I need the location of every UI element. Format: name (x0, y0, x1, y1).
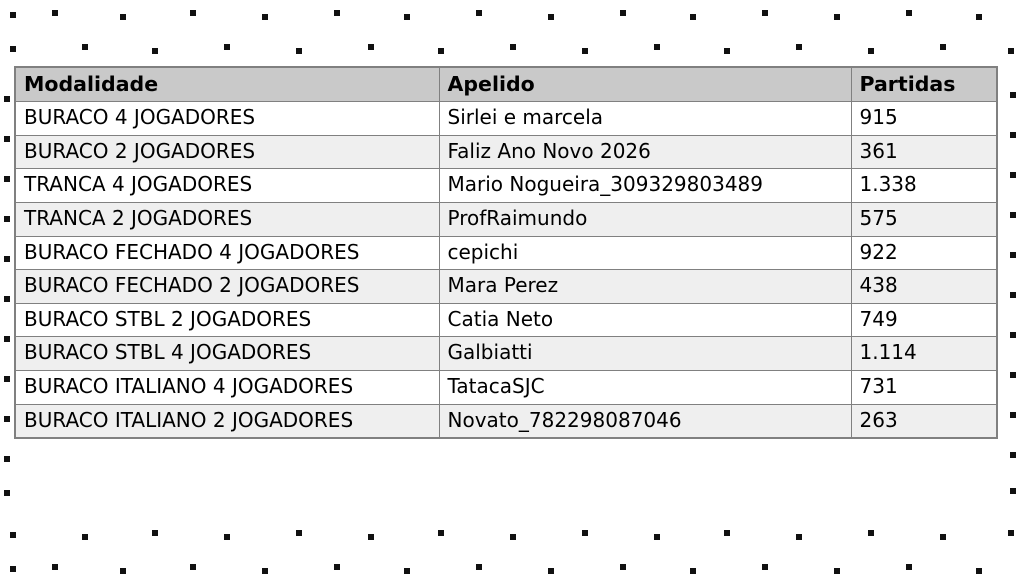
decorative-dot (4, 376, 10, 382)
decorative-dot (940, 534, 946, 540)
decorative-dot (4, 296, 10, 302)
decorative-dot (4, 176, 10, 182)
table-cell-partidas: 575 (851, 203, 997, 237)
decorative-dot (724, 530, 730, 536)
decorative-dot (654, 44, 660, 50)
decorative-dot (224, 44, 230, 50)
decorative-dot (476, 10, 482, 16)
table-row (15, 236, 997, 270)
decorative-dot (724, 48, 730, 54)
table-cell-apelido: Mario Nogueira_309329803489 (439, 169, 851, 203)
decorative-dot (152, 48, 158, 54)
table-cell-partidas: 749 (851, 303, 997, 337)
decorative-dot (10, 532, 16, 538)
decorative-dot (582, 530, 588, 536)
table-row (15, 102, 997, 136)
table-cell-apelido: Catia Neto (439, 303, 851, 337)
decorative-dot (510, 44, 516, 50)
decorative-dot (1008, 530, 1014, 536)
decorative-dot (404, 14, 410, 20)
table-cell-apelido: Mara Perez (439, 270, 851, 304)
decorative-dot (82, 534, 88, 540)
decorative-dot (4, 96, 10, 102)
table-header-row (15, 67, 997, 102)
ranking-table-container (14, 66, 996, 439)
table-header (15, 67, 997, 102)
table-row (15, 404, 997, 438)
table-cell-partidas: 1.114 (851, 337, 997, 371)
column-header-apelido: Apelido (439, 67, 851, 102)
decorative-dot (548, 568, 554, 574)
decorative-dot (1010, 252, 1016, 258)
table-cell-modalidade: BURACO FECHADO 4 JOGADORES (15, 236, 439, 270)
decorative-dot (334, 10, 340, 16)
decorative-dot (510, 534, 516, 540)
decorative-dot (1010, 172, 1016, 178)
column-header-partidas: Partidas (851, 67, 997, 102)
table-cell-apelido: cepichi (439, 236, 851, 270)
decorative-dot (690, 568, 696, 574)
table-cell-partidas: 1.338 (851, 169, 997, 203)
table-row (15, 135, 997, 169)
decorative-dot (190, 564, 196, 570)
decorative-dot (834, 568, 840, 574)
decorative-dot (548, 14, 554, 20)
decorative-dot (368, 534, 374, 540)
decorative-dot (4, 456, 10, 462)
decorative-dot (796, 534, 802, 540)
table-cell-apelido: Faliz Ano Novo 2026 (439, 135, 851, 169)
table-cell-modalidade: BURACO STBL 2 JOGADORES (15, 303, 439, 337)
decorative-dot (1010, 452, 1016, 458)
decorative-dot (224, 534, 230, 540)
decorative-dot (582, 48, 588, 54)
decorative-dot (438, 530, 444, 536)
table-row (15, 370, 997, 404)
decorative-dot (762, 564, 768, 570)
decorative-dot (334, 564, 340, 570)
decorative-dot (1010, 488, 1016, 494)
decorative-dot (4, 216, 10, 222)
decorative-dot (1010, 212, 1016, 218)
decorative-dot (262, 14, 268, 20)
table-cell-modalidade: TRANCA 4 JOGADORES (15, 169, 439, 203)
decorative-dot (1010, 372, 1016, 378)
decorative-dot (296, 48, 302, 54)
decorative-dot (120, 568, 126, 574)
decorative-dot (906, 564, 912, 570)
table-cell-apelido: ProfRaimundo (439, 203, 851, 237)
decorative-dot (940, 44, 946, 50)
table-body (15, 102, 997, 438)
decorative-dot (404, 568, 410, 574)
table-cell-partidas: 361 (851, 135, 997, 169)
decorative-dot (762, 10, 768, 16)
decorative-dot (4, 256, 10, 262)
decorative-dot (906, 10, 912, 16)
decorative-dot (438, 48, 444, 54)
table-cell-modalidade: BURACO 2 JOGADORES (15, 135, 439, 169)
decorative-dot (868, 48, 874, 54)
decorative-dot (4, 490, 10, 496)
decorative-dot (296, 530, 302, 536)
decorative-dot (620, 564, 626, 570)
decorative-dot (368, 44, 374, 50)
decorative-dot (52, 564, 58, 570)
table-cell-modalidade: BURACO ITALIANO 4 JOGADORES (15, 370, 439, 404)
decorative-dot (120, 14, 126, 20)
decorative-dot (654, 534, 660, 540)
decorative-dot (4, 136, 10, 142)
table-cell-partidas: 922 (851, 236, 997, 270)
decorative-dot (10, 46, 16, 52)
decorative-dot (620, 10, 626, 16)
table-row (15, 203, 997, 237)
table-cell-apelido: Sirlei e marcela (439, 102, 851, 136)
ranking-table (14, 66, 998, 439)
decorative-dot (1008, 48, 1014, 54)
column-header-modalidade: Modalidade (15, 67, 439, 102)
table-cell-partidas: 731 (851, 370, 997, 404)
decorative-dot (834, 14, 840, 20)
table-row (15, 337, 997, 371)
table-cell-modalidade: BURACO ITALIANO 2 JOGADORES (15, 404, 439, 438)
decorative-dot (1010, 412, 1016, 418)
table-cell-apelido: TatacaSJC (439, 370, 851, 404)
decorative-dot (476, 564, 482, 570)
decorative-dot (52, 10, 58, 16)
decorative-dot (1010, 332, 1016, 338)
decorative-dot (1010, 292, 1016, 298)
decorative-dot (10, 12, 16, 18)
decorative-dot (4, 336, 10, 342)
decorative-dot (1010, 132, 1016, 138)
decorative-dot (1010, 92, 1016, 98)
table-cell-modalidade: BURACO 4 JOGADORES (15, 102, 439, 136)
table-row (15, 270, 997, 304)
decorative-dot (976, 568, 982, 574)
decorative-dot (152, 530, 158, 536)
decorative-dot (190, 10, 196, 16)
decorative-dot (4, 416, 10, 422)
decorative-dot (262, 568, 268, 574)
table-cell-modalidade: TRANCA 2 JOGADORES (15, 203, 439, 237)
table-cell-modalidade: BURACO STBL 4 JOGADORES (15, 337, 439, 371)
decorative-dot (82, 44, 88, 50)
decorative-dot (868, 530, 874, 536)
decorative-dot (690, 14, 696, 20)
decorative-dot (10, 566, 16, 572)
table-cell-apelido: Novato_782298087046 (439, 404, 851, 438)
decorative-dot (796, 44, 802, 50)
table-cell-modalidade: BURACO FECHADO 2 JOGADORES (15, 270, 439, 304)
table-row (15, 169, 997, 203)
table-row (15, 303, 997, 337)
table-cell-partidas: 263 (851, 404, 997, 438)
table-cell-apelido: Galbiatti (439, 337, 851, 371)
table-cell-partidas: 915 (851, 102, 997, 136)
decorative-dot (976, 14, 982, 20)
table-cell-partidas: 438 (851, 270, 997, 304)
